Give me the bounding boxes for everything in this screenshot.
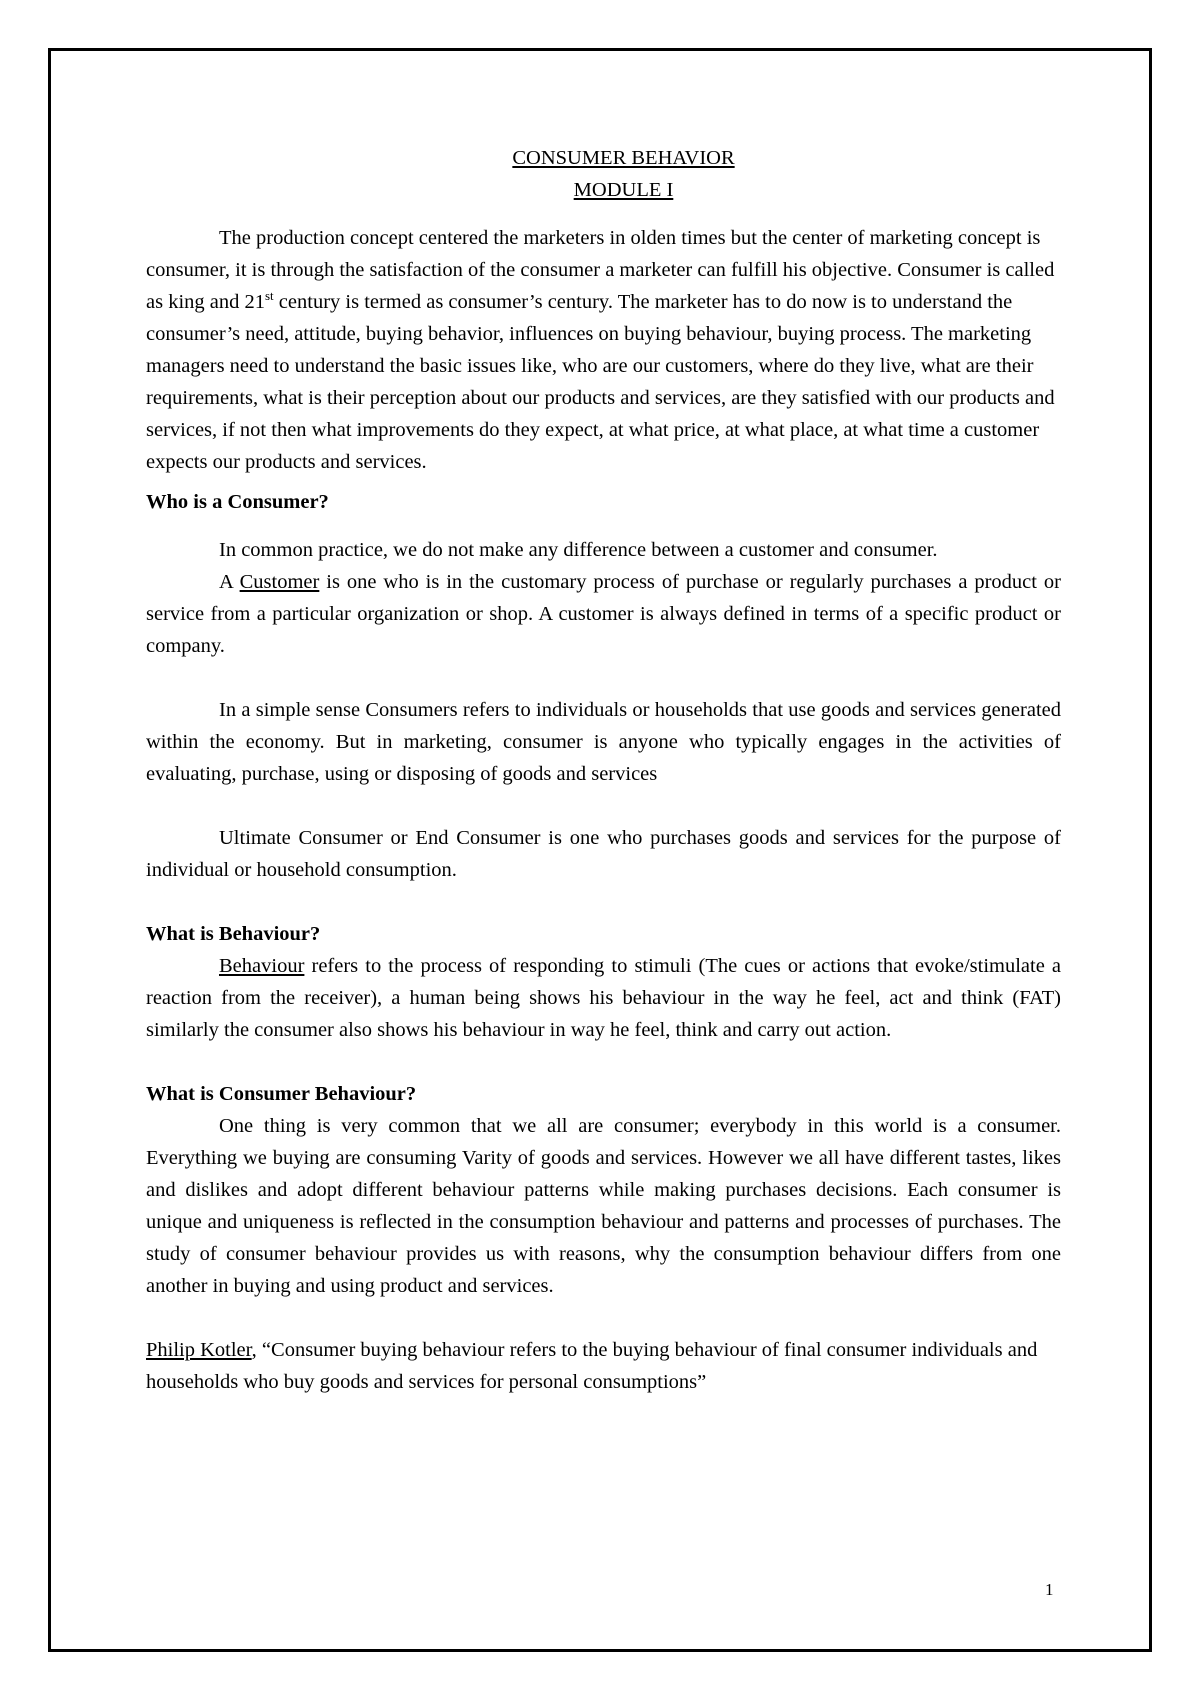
document-title: CONSUMER BEHAVIOR: [512, 147, 735, 169]
customer-term: Customer: [239, 571, 320, 593]
customer-definition-paragraph: A Customer is one who is in the customary process of purchase or regularly purchases a product or service from a particular organization or shop. A customer is always defined in terms of a specific product or company.: [146, 571, 1061, 657]
kotler-definition: Philip Kotler, “Consumer buying behaviour refers to the buying behaviour of final consumer individuals and households who buy goods and services for personal consumptions”: [146, 1339, 1038, 1393]
intro-paragraph: The production concept centered the marketers in olden times but the center of marketing concept is consumer, it is through the satisfaction of the consumer a marketer can fulfill his objective. Consumer is called as king and 21st century is termed as consumer’s century. The marketer has to do now is to understand the consumer’s need, attitude, buying behavior, influences on buying behaviour, buying process. The marketing managers need to understand the basic issues like, who are our customers, where do they live, what are their requirements, what is their perception about our products and services, are they satisfied with our products and services, if not then what improvements do they expect, at what price, at what place, at what time a customer expects our products and services.: [146, 227, 1055, 473]
behaviour-paragraph: Behaviour refers to the process of responding to stimuli (The cues or actions that evoke/stimulate a reaction from the receiver), a human being shows his behaviour in the way he feel, act and think (FAT) similarly the consumer also shows his behaviour in way he feel, think and carry out action.: [146, 955, 1061, 1041]
module-title: MODULE I: [573, 179, 674, 201]
consumer-simple-sense-paragraph: In a simple sense Consumers refers to individuals or households that use goods and services generated within the economy. But in marketing, consumer is anyone who typically engages in the activities of evaluating, purchase, using or disposing of goods and services: [146, 699, 1061, 785]
consumer-behaviour-paragraph: One thing is very common that we all are consumer; everybody in this world is a consumer. Everything we buying are consuming Varity of goods and services. However we all have different tastes, likes and dislikes and adopt different behaviour patterns while making purchases decisions. Each consumer is unique and uniqueness is reflected in the consumption behaviour and patterns and processes of purchases. The study of consumer behaviour provides us with reasons, why the consumption behaviour differs from one another in buying and using product and services.: [146, 1115, 1061, 1297]
document-body: [146, 142, 1061, 1398]
page-number: 1: [1045, 1580, 1054, 1599]
heading-what-is-consumer-behaviour: What is Consumer Behaviour?: [146, 1083, 417, 1105]
consumer-paragraph-1: In common practice, we do not make any difference between a customer and consumer.: [219, 539, 938, 561]
heading-what-is-behaviour: What is Behaviour?: [146, 923, 321, 945]
superscript-st: st: [265, 288, 274, 304]
behaviour-term: Behaviour: [219, 955, 305, 977]
ultimate-consumer-paragraph: Ultimate Consumer or End Consumer is one who purchases goods and services for the purpose of individual or household consumption.: [146, 827, 1061, 881]
heading-who-is-consumer: Who is a Consumer?: [146, 491, 329, 513]
title-block: [146, 142, 1061, 206]
kotler-author: Philip Kotler: [146, 1339, 252, 1361]
